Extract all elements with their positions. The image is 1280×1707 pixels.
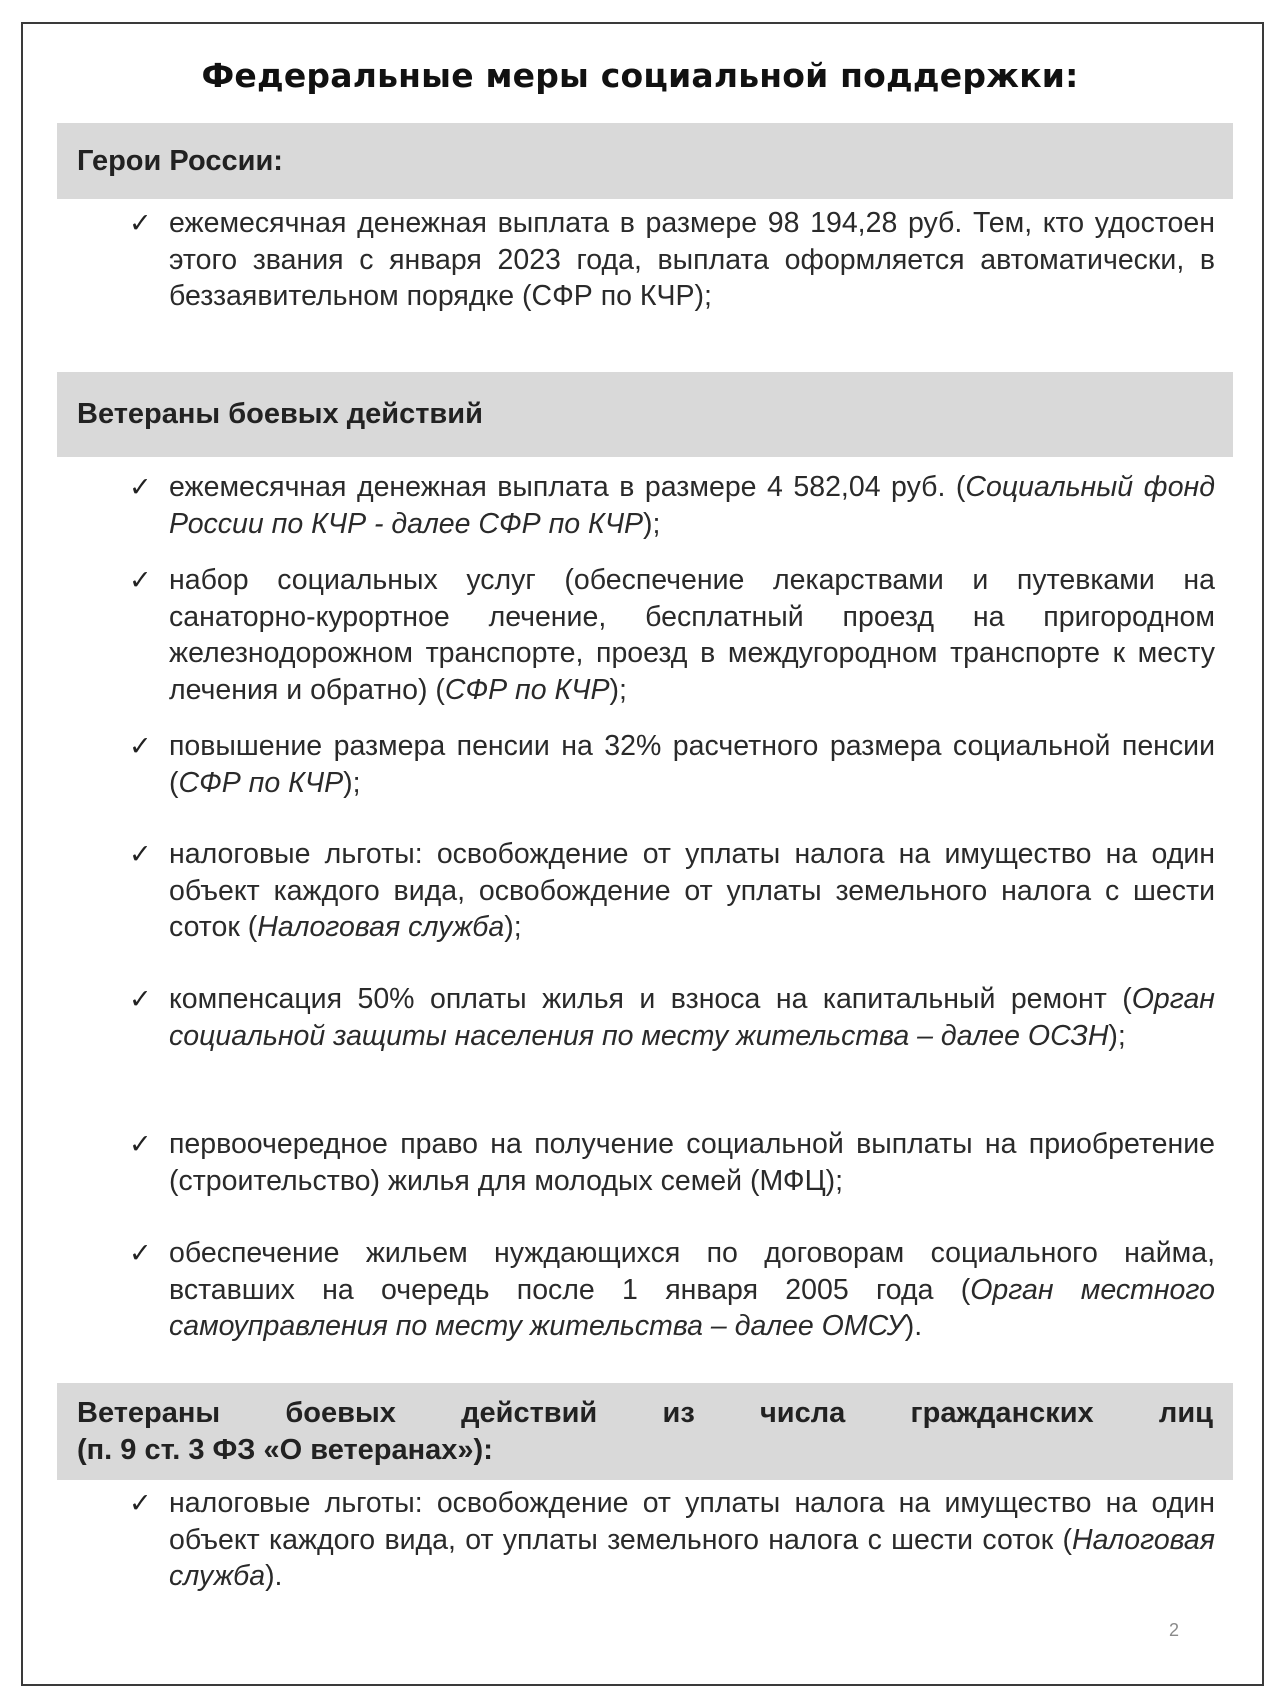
list-item: [129, 1235, 1215, 1345]
checkmark-icon: ✓: [129, 1488, 152, 1518]
list-item: [129, 836, 1215, 946]
checkmark-icon: ✓: [129, 1238, 152, 1268]
list-item-text: ежемесячная денежная выплата в размере 98 194,28 руб. Тем, кто удостоен этого звания с января 2023 года, выплата оформляется автоматически, в беззаявительном порядке (СФР по КЧР);: [169, 207, 1215, 312]
list-item-text: обеспечение жильем нуждающихся по договорам социального найма, вставших на очередь после 1 января 2005 года (Орган местного самоуправления по месту жительства – далее ОМСУ).: [169, 1237, 1215, 1342]
list-item: [129, 1126, 1215, 1199]
checkmark-icon: ✓: [129, 731, 152, 761]
checkmark-icon: ✓: [129, 565, 152, 595]
checkmark-icon: ✓: [129, 1129, 152, 1159]
section-heading-line1: Ветераны боевых действий из числа гражданских лиц: [77, 1397, 1213, 1429]
list-item: [129, 205, 1215, 315]
checkmark-icon: ✓: [129, 839, 152, 869]
list-item: [129, 562, 1215, 708]
page-title: Федеральные меры социальной поддержки:: [201, 56, 1079, 95]
list-item-text: набор социальных услуг (обеспечение лекарствами и путевками на санаторно-курортное лечение, бесплатный проезд на пригородном железнодорожном транспорте, проезд в междугородном транспорте к месту лечения и обратно) (СФР по КЧР);: [169, 564, 1215, 706]
list-item: [129, 981, 1215, 1054]
list-item-text: компенсация 50% оплаты жилья и взноса на капитальный ремонт (Орган социальной защиты населения по месту жительства – далее ОСЗН);: [169, 983, 1215, 1052]
list-item: [129, 728, 1215, 801]
list-item-text: первоочередное право на получение социальной выплаты на приобретение (строительство) жилья для молодых семей (МФЦ);: [169, 1128, 1215, 1197]
section-heading-line2: (п. 9 ст. 3 ФЗ «О ветеранах»):: [77, 1434, 493, 1466]
section-heading-veterans: Ветераны боевых действий: [57, 372, 1233, 457]
checkmark-icon: ✓: [129, 208, 152, 238]
list-item: [129, 469, 1215, 542]
checkmark-icon: ✓: [129, 472, 152, 502]
list-item-text: налоговые льготы: освобождение от уплаты налога на имущество на один объект каждого вида, от уплаты земельного налога с шести соток (Налоговая служба).: [169, 1487, 1215, 1592]
section-heading-heroes: Герои России:: [57, 123, 1233, 199]
list-item-text: налоговые льготы: освобождение от уплаты налога на имущество на один объект каждого вида, освобождение от уплаты земельного налога с шести соток (Налоговая служба);: [169, 838, 1215, 943]
list-item: [129, 1485, 1215, 1595]
checkmark-icon: ✓: [129, 984, 152, 1014]
list-item-text: повышение размера пенсии на 32% расчетного размера социальной пенсии (СФР по КЧР);: [169, 730, 1215, 799]
page-number: 2: [1168, 1620, 1179, 1640]
section-heading-civilian-veterans: [57, 1383, 1233, 1480]
list-item-text: ежемесячная денежная выплата в размере 4 582,04 руб. (Социальный фонд России по КЧР - далее СФР по КЧР);: [169, 471, 1215, 540]
